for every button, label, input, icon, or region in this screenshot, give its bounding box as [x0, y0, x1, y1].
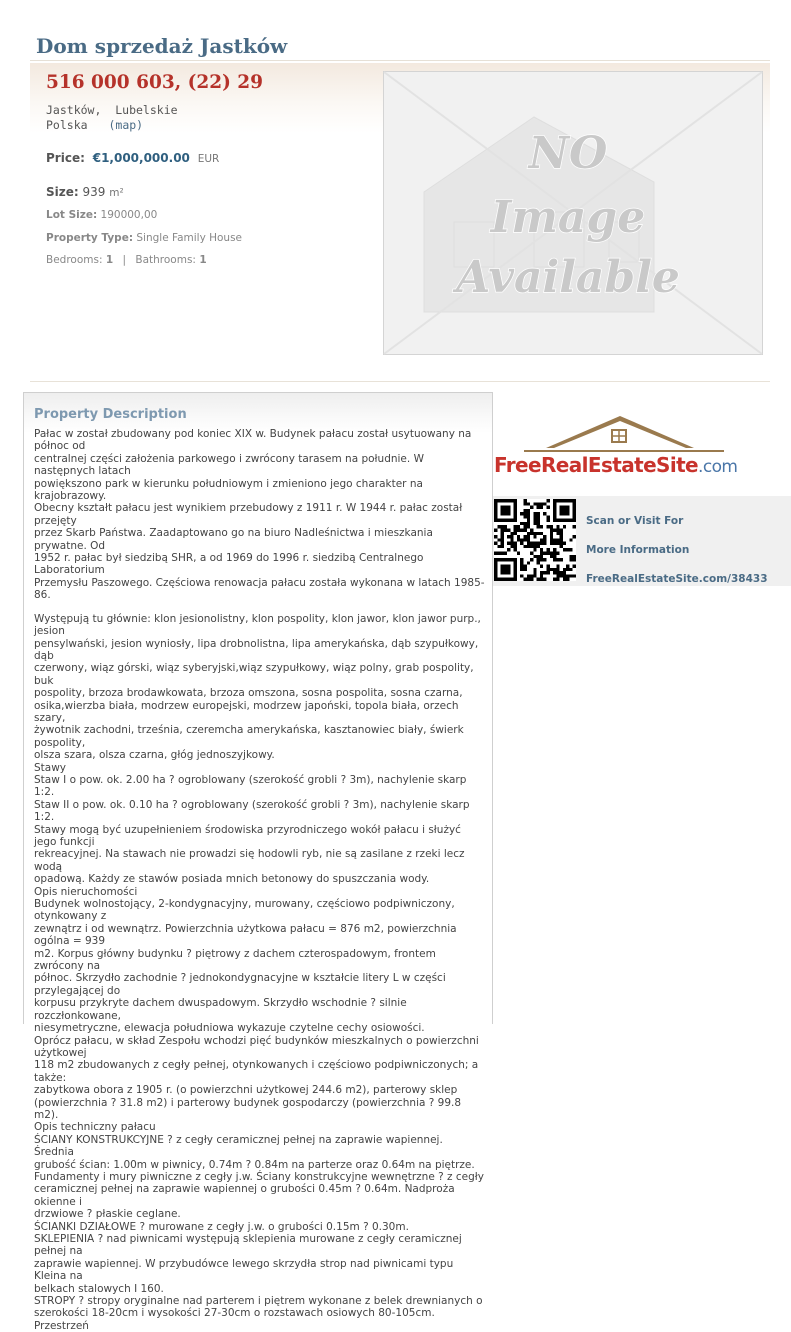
description-title: Property Description: [34, 407, 187, 422]
address-country: Polska: [46, 118, 88, 132]
rooms-row: [46, 254, 207, 266]
price-value: €1,000,000.00: [92, 151, 190, 165]
bathrooms-value: 1: [199, 254, 207, 266]
lot-size-row: [46, 209, 157, 221]
description-text: [34, 428, 486, 1332]
ad-scan-text: Scan or Visit For: [586, 515, 684, 527]
bedrooms-label: Bedrooms:: [46, 254, 103, 266]
description-paragraph: Pałac w został zbudowany pod koniec XIX w. Budynek pałacu został usytuowany na północ od centralnej części założenia parkowego i zwrócony tarasem na południe. W następnych latach powiększono park w kierunku południowym i zmieniono jego charakter na krajobrazowy. Obecny kształt pałacu jest wynikiem przebudowy z 1911 r. W 1944 r. pałac został przejęty przez Skarb Państwa. Zaadaptowano go na biuro Nadleśnictwa i mieszkania prywatne. Od 1952 r. pałac był siedzibą SHR, a od 1969 do 1996 r. siedzibą Centralnego Laboratorium Przemysłu Paszowego. Częściowa renowacja pałacu została wykonana w latach 1985-86.: [34, 428, 485, 602]
no-image-word-3: Available: [456, 252, 680, 303]
address-country-row: [46, 118, 143, 132]
size-value: 939: [82, 185, 106, 199]
bathrooms-label: Bathrooms:: [135, 254, 196, 266]
description-paragraph: Występują tu głównie: klon jesionolistny, klon pospolity, klon jawor, klon jawor purp., jesion pensylwański, jesion wyniosły, lipa drobnolistna, lipa amerykańska, dąb szypułkowy, dąb czerwony, wiąz górski, wiąz syberyjski,wiąz szypułkowy, wiąz polny, grab pospolity, buk pospolity, brzoza brodawkowata, brzoza omszona, sosna pospolita, sosna czarna, osika,wierzba biała, modrzew europejski, modrzew japoński, topola biała, orzech szary, żywotnik zachodni, trześnia, czeremcha amerykańska, kasztanowiec biały, świerk pospolity, olsza szara, olsza czarna, głóg jednoszyjkowy. Stawy Staw I o pow. ok. 2.00 ha ? ogroblowany (szerokość grobli ? 3m), nachylenie skarp 1:2. Staw II o pow. ok. 0.10 ha ? ogroblowany (szerokość grobli ? 3m), nachylenie skarp 1:2. Stawy mogą być uzupełnieniem środowiska przyrodniczego wokół pałacu i służyć jego funkcji rekreacyjnej. Na stawach nie prowadzi się hodowli ryb, nie są zasilane z rzeki lecz wodą opadową. Każdy ze stawów posiada mnich betonowy do spuszczania wody. Opis nieruchomości Budynek wolnostojący, 2-kondygnacyjny, murowany, częściowo podpiwniczony, otynkowany z zewnątrz i od wewnątrz. Powierzchnia użytkowa pałacu = 876 m2, powierzchnia ogólna = 939 m2. Korpus główny budynku ? piętrowy z dachem czterospadowym, frontem zwrócony na północ. Skrzydło zachodnie ? jednokondygnacyjne w kształcie litery L w części przylegającej do korpusu przykryte dachem dwuspadowym. Skrzydło wschodnie ? silnie rozczłonkowane, niesymetryczne, elewacja południowa wykazuje czytelne cechy osiowości. Oprócz pałacu, w skład Zespołu wchodzi pięć budynków mieszkalnych o powierzchni użytkowej 118 m2 zbudowanych z cegły pełnej, otynkowanych i częściowo podpiwniczonych; a także: zabytkowa obora z 1905 r. (o powierzchni użytkowej 244.6 m2), parterowy sklep (powierzchnia ? 31.8 m2) i parterowy budynek gospodarczy (powierzchnia ? 99.8 m2). Opis techniczny pałacu ŚCIANY KONSTRUKCYJNE ? z cegły ceramicznej pełnej na zaprawie wapiennej. Średnia grubość ścian: 1.00m w piwnicy, 0.74m ? 0.84m na parterze oraz 0.64m na piętrze. Fundamenty i mury piwniczne z cegły j.w. Ściany konstrukcyjne wewnętrzne ? z cegły ceramicznej pełnej na zaprawie wapiennej o grubości 0.45m ? 0.64m. Nadproża okienne i drzwiowe ? płaskie ceglane. ŚCIANKI DZIAŁOWE ? murowane z cegły j.w. o grubości 0.15m ? 0.30m. SKLEPIENIA ? nad piwnicami występują sklepienia murowane z cegły ceramicznej pełnej na zaprawie wapiennej. W przybudówce lewego skrzydła strop nad piwnicami typu Kleina na belkach stalowych I 160. STROPY ? stropy oryginalne nad parterem i piętrem wykonane z belek drewnianych o szerokości 18-20cm i wysokości 27-30cm o rozstawach osiowych 80-105cm. Przestrzeń: [34, 612, 484, 1332]
price-label: Price:: [46, 151, 85, 165]
property-type-row: [46, 232, 242, 244]
brand-tld: .com: [698, 457, 738, 477]
lot-size-value: 190000,00: [100, 209, 158, 221]
bedrooms-value: 1: [105, 254, 114, 266]
property-type-value: Single Family House: [136, 232, 243, 244]
address-city-region-text: Jastków, Lubelskie: [46, 103, 178, 117]
listing-phone: 516 000 603, (22) 29: [46, 72, 264, 93]
brand-name: FreeRealEstateSite: [494, 453, 699, 477]
ad-more-info-text: More Information: [586, 544, 690, 556]
title-divider: [30, 60, 770, 61]
size-row: [46, 185, 124, 199]
size-unit: m²: [109, 187, 124, 199]
property-type-label: Property Type:: [46, 232, 134, 244]
ad-url-link[interactable]: FreeRealEstateSite.com/38433: [586, 573, 768, 585]
brand-logo-text[interactable]: [494, 453, 737, 477]
rooms-separator: |: [122, 254, 127, 266]
no-image-placeholder[interactable]: [383, 71, 763, 355]
lot-size-label: Lot Size:: [46, 209, 98, 221]
price-currency: EUR: [197, 153, 220, 165]
no-image-graphic: [384, 72, 762, 354]
qr-code-icon[interactable]: [494, 499, 576, 581]
map-link[interactable]: (map): [108, 118, 144, 132]
address-city-region: [46, 103, 178, 117]
no-image-word-1: NO: [528, 128, 608, 179]
size-label: Size:: [46, 185, 79, 199]
price-row: [46, 151, 219, 165]
no-image-word-2: Image: [490, 192, 646, 243]
page-title: Dom sprzedaż Jastków: [36, 34, 288, 58]
